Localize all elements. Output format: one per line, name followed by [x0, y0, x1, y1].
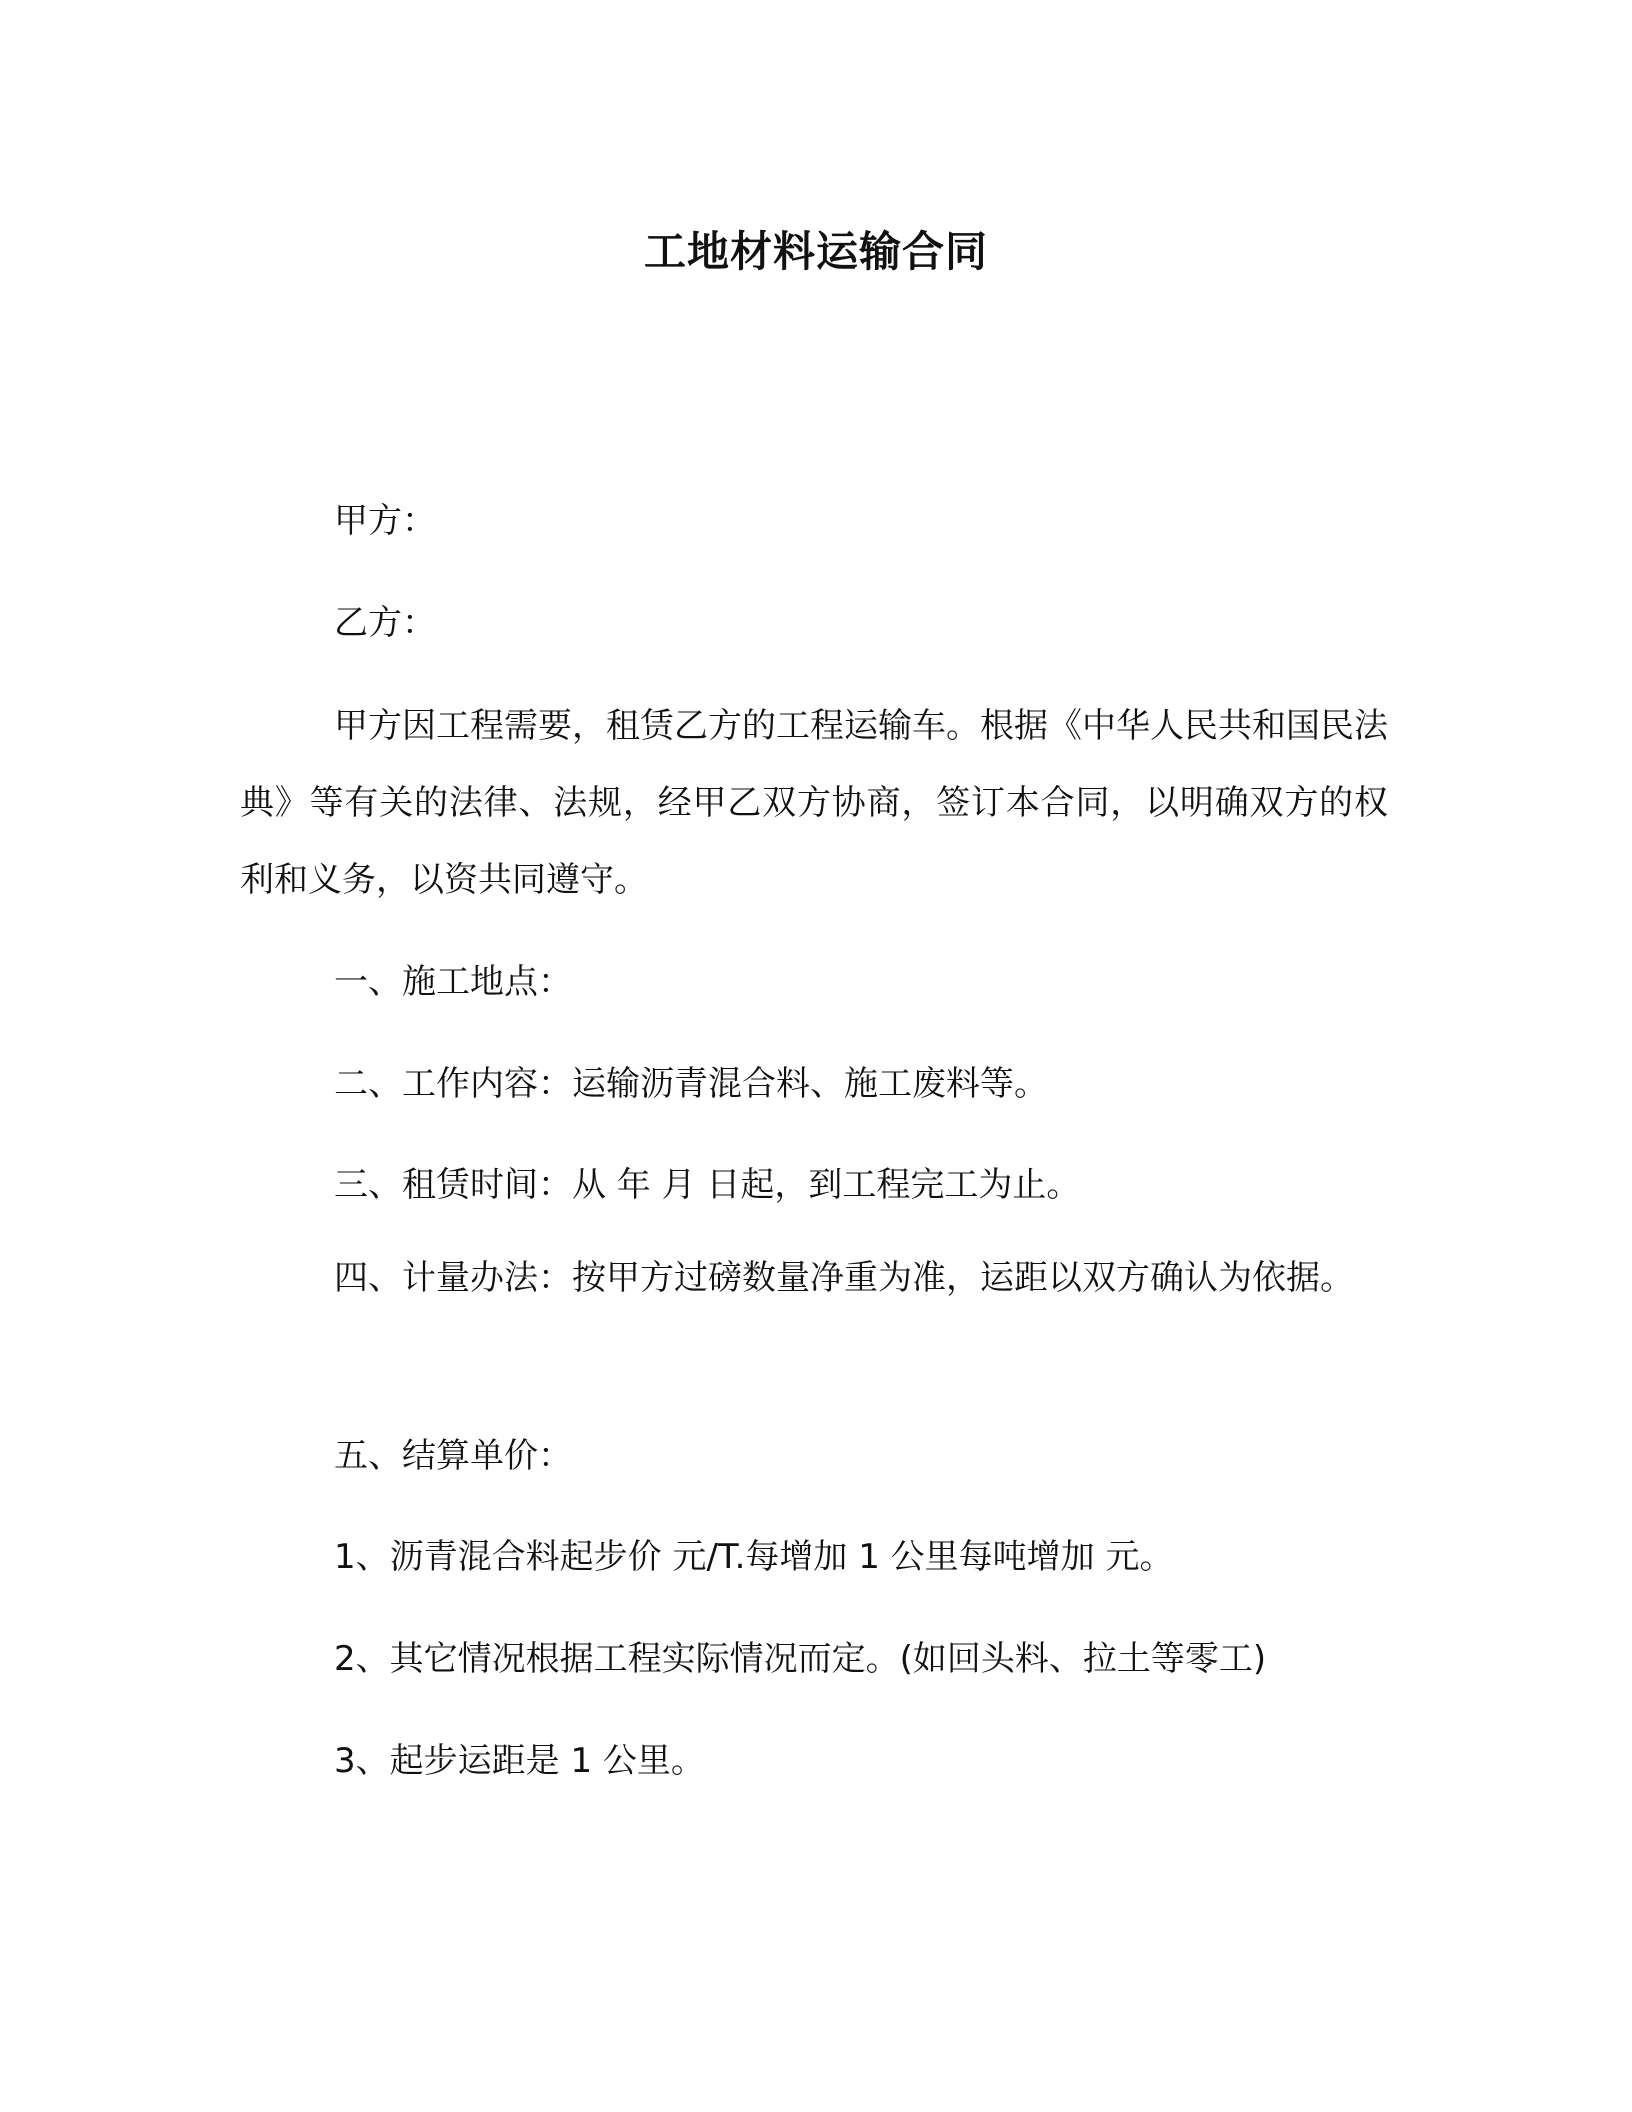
clause-settlement-price: 五、结算单价：	[334, 1436, 572, 1476]
document-title: 工地材料运输合同	[643, 227, 988, 276]
clause-measurement: 四、计量办法：按甲方过磅数量净重为准，运距以双方确认为依据。	[334, 1258, 1354, 1298]
preamble-paragraph: 甲方因工程需要，租赁乙方的工程运输车。根据《中华人民共和国民法典》等有关的法律、法规，经甲乙双方协商，签订本合同，以明确双方的权利和义务，以资共同遵守。	[240, 706, 1388, 900]
party-b-line: 乙方：	[334, 603, 436, 643]
clause-location: 一、施工地点：	[334, 962, 572, 1002]
clause-work-content: 二、工作内容：运输沥青混合料、施工废料等。	[334, 1064, 1048, 1104]
party-a-line: 甲方：	[334, 501, 436, 541]
settlement-item-1: 1、沥青混合料起步价 元/T.每增加 1 公里每吨增加 元。	[334, 1537, 1174, 1577]
settlement-item-2: 2、其它情况根据工程实际情况而定。(如回头料、拉土等零工)	[334, 1639, 1267, 1679]
clause-lease-time: 三、租赁时间：从 年 月 日起，到工程完工为止。	[334, 1165, 1081, 1205]
settlement-item-3: 3、起步运距是 1 公里。	[334, 1741, 705, 1781]
